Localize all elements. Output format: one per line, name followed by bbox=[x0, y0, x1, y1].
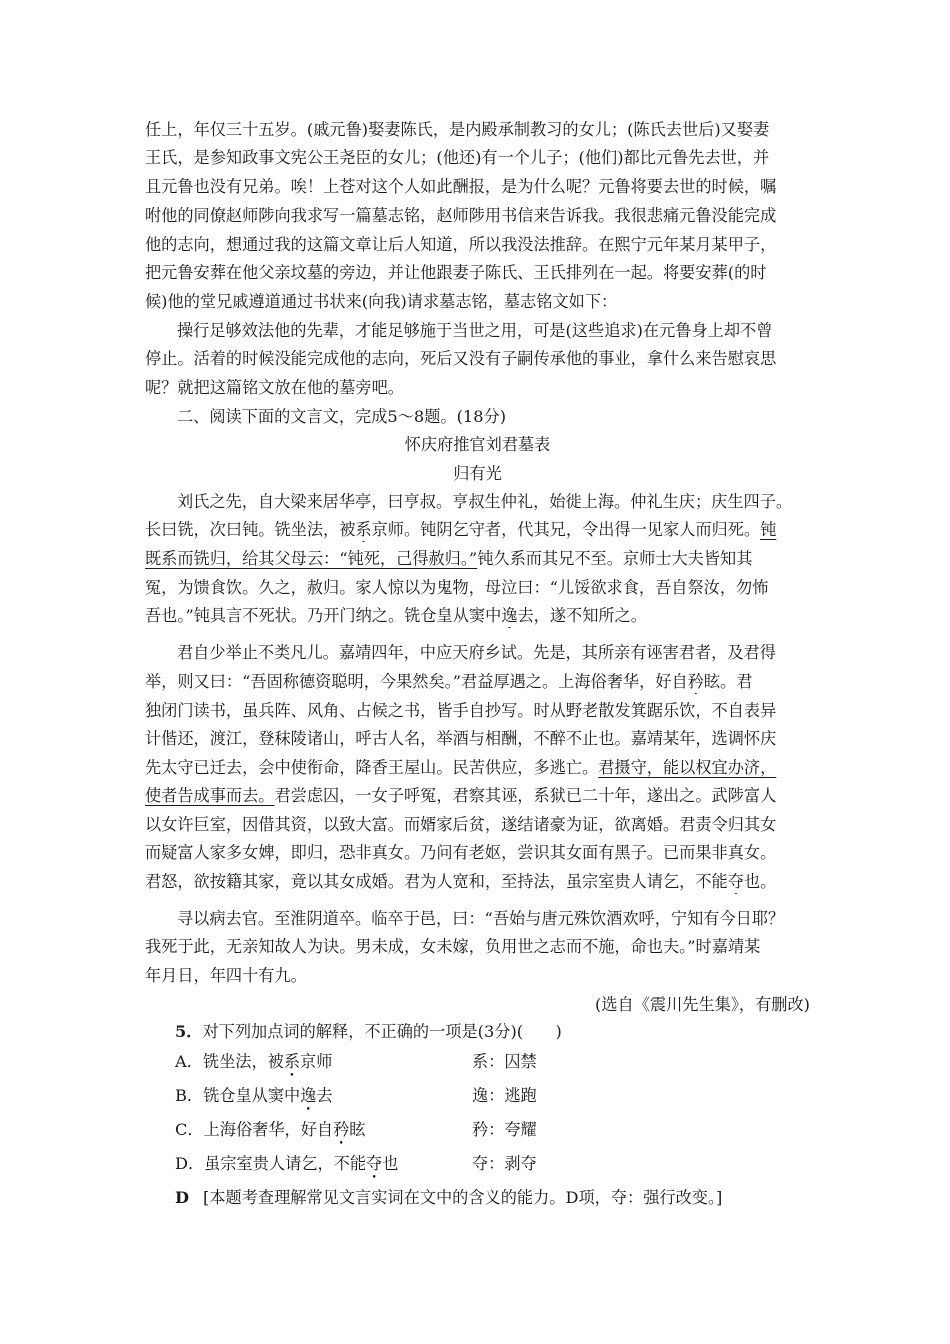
translation-line: 停止。活着的时候没能完成他的志向，死后又没有子嗣传承他的事业，拿什么来告慰哀思 bbox=[145, 349, 777, 368]
translation-line: 咐他的同僚赵师陟向我求写一篇墓志铭，赵师陟用书信来告诉我。我很悲痛元鲁没能完成 bbox=[145, 206, 777, 225]
translation-line: 他的志向，想通过我的这篇文章让后人知道，所以我没法推辞。在熙宁元年某月某甲子， bbox=[145, 235, 777, 254]
option-c-gloss: 矜：夸耀 bbox=[472, 1120, 537, 1139]
translation-line: 候)他的堂兄戚遵道通过书状来(向我)请求墓志铭，墓志铭文如下： bbox=[145, 292, 618, 311]
option-d: D．虽宗室贵人请乞，不能夺也 bbox=[175, 1154, 399, 1173]
dotted-char: 矜 bbox=[687, 672, 704, 691]
passage-line: 长曰铣，次曰钝。铣坐法，被系京师。钝阴乞守者，代其兄，令出得一见家人而归死。钝 bbox=[145, 520, 777, 539]
dotted-char: 逸 bbox=[300, 1086, 317, 1105]
passage-line: 举，则又曰：“吾固称德资聪明，今果然矣。”君益厚遇之。上海俗奢华，好自矜眩。君 bbox=[145, 672, 753, 691]
passage-line: 君自少举止不类凡儿。嘉靖四年，中应天府乡试。先是，其所亲有诬害君者，及君得 bbox=[177, 643, 776, 662]
dotted-char: 夺 bbox=[727, 872, 744, 891]
option-b-gloss: 逸：逃跑 bbox=[472, 1086, 537, 1105]
answer-explanation: [本题考查理解常见文言实词在文中的含义的能力。D项，夺：强行改变。] bbox=[203, 1188, 723, 1207]
passage-line: 独闭门读书，虽兵阵、风角、占候之书，皆手自抄写。时从野老散发箕踞乐饮，不自表异 bbox=[145, 701, 777, 720]
option-c: C．上海俗奢华，好自矜眩 bbox=[175, 1120, 366, 1139]
dotted-char: 夺 bbox=[366, 1154, 383, 1173]
answer-letter: D bbox=[175, 1188, 190, 1207]
option-d-gloss: 夺：剥夺 bbox=[472, 1154, 537, 1173]
option-a-gloss: 系：囚禁 bbox=[472, 1052, 537, 1071]
underlined-text: 使者告成事而去。 bbox=[145, 786, 275, 805]
option-b: B．铣仓皇从窦中逸去 bbox=[175, 1086, 333, 1105]
passage-author: 归有光 bbox=[453, 464, 502, 483]
passage-line: 君怒，欲按籍其家，竟以其女成婚。君为人宽和，至持法，虽宗室贵人请乞，不能夺也。 bbox=[145, 872, 777, 891]
passage-line: 先太守已迁去，会中使衔命，降香王屋山。民苦供应，多逃亡。君摄守，能以权宜办济， bbox=[145, 758, 777, 777]
passage-line: 寻以病去官。至淮阴道卒。临卒于邑，曰：“吾始与唐元殊饮酒欢呼，宁知有今日耶？ bbox=[177, 909, 785, 928]
passage-line: 既系而铣归，给其父母云：“钝死，己得赦归。”钝久系而其兄不至。京师士大夫皆知其 bbox=[145, 549, 753, 568]
underlined-text: 君摄守，能以权宜办济， bbox=[598, 758, 777, 777]
question-stem: 5．对下列加点词的解释，不正确的一项是(3分)( ) bbox=[175, 1022, 562, 1041]
dotted-char: 系 bbox=[355, 520, 372, 539]
passage-line: 使者告成事而去。君尝虑囚，一女子呼冤，君察其诬，系狱已二十年，遂出之。武陟富人 bbox=[145, 786, 777, 805]
passage-line: 年月日，年四十有九。 bbox=[145, 966, 307, 985]
translation-line: 任上，年仅三十五岁。(戚元鲁)娶妻陈氏，是内殿承制教习的女儿；(陈氏去世后)又娶妻 bbox=[145, 120, 770, 139]
translation-line: 呢？就把这篇铭文放在他的墓旁吧。 bbox=[145, 378, 404, 397]
dotted-char: 矜 bbox=[333, 1120, 350, 1139]
translation-line: 把元鲁安葬在他父亲坟墓的旁边，并让他跟妻子陈氏、王氏排列在一起。将要安葬(的时 bbox=[145, 263, 767, 282]
dotted-char: 逸 bbox=[501, 606, 518, 625]
passage-line: 吾也。”钝具言不死状。乃开门纳之。铣仓皇从窦中逸去，遂不知所之。 bbox=[145, 606, 647, 625]
passage-line: 而疑富人家多女婢，即归，恐非真女。乃问有老妪，尝识其女面有黑子。已而果非真女。 bbox=[145, 843, 777, 862]
translation-line: 且元鲁也没有兄弟。唉！上苍对这个人如此酬报，是为什么呢？元鲁将要去世的时候，嘱 bbox=[145, 177, 777, 196]
passage-line: 我死于此，无亲知故人为诀。男未成，女未嫁，负用世之志而不施，命也夫。”时嘉靖某 bbox=[145, 937, 761, 956]
translation-line: 王氏，是参知政事文宪公王尧臣的女儿；(他还)有一个儿子；(他们)都比元鲁先去世，并 bbox=[145, 148, 770, 167]
passage-title: 怀庆府推官刘君墓表 bbox=[404, 435, 551, 454]
passage-line: 以女许巨室，因借其资，以致大富。而婿家后贫，遂结诸豪为证，欲离婚。君责令归其女 bbox=[145, 815, 777, 834]
dotted-char: 系 bbox=[283, 1052, 301, 1071]
passage-line: 计偕还，渡江，登秣陵诸山，呼古人名，举酒与相酬，不醉不止也。嘉靖某年，选调怀庆 bbox=[145, 729, 777, 748]
underlined-text: 钝 bbox=[760, 520, 777, 539]
section-instruction: 二、阅读下面的文言文，完成5～8题。(18分) bbox=[177, 407, 507, 426]
translation-line: 操行足够效法他的先辈，才能足够施于当世之用，可是(这些追求)在元鲁身上却不曾 bbox=[177, 321, 773, 340]
option-a: A．铣坐法，被系京师 bbox=[175, 1052, 333, 1071]
passage-line: 冤，为馈食饮。久之，赦归。家人惊以为鬼物，母泣曰：“儿馁欲求食，吾自祭汝，勿怖 bbox=[145, 578, 769, 597]
underlined-text: 既系而铣归，给其父母云：“钝死，己得赦归。” bbox=[145, 549, 478, 568]
passage-source: (选自《震川先生集》，有删改) bbox=[595, 995, 810, 1014]
passage-line: 刘氏之先，自大梁来居华亭，曰亨叔。亨叔生仲礼，始徙上海。仲礼生庆；庆生四子。 bbox=[177, 492, 793, 511]
answer-line bbox=[175, 1186, 722, 1210]
